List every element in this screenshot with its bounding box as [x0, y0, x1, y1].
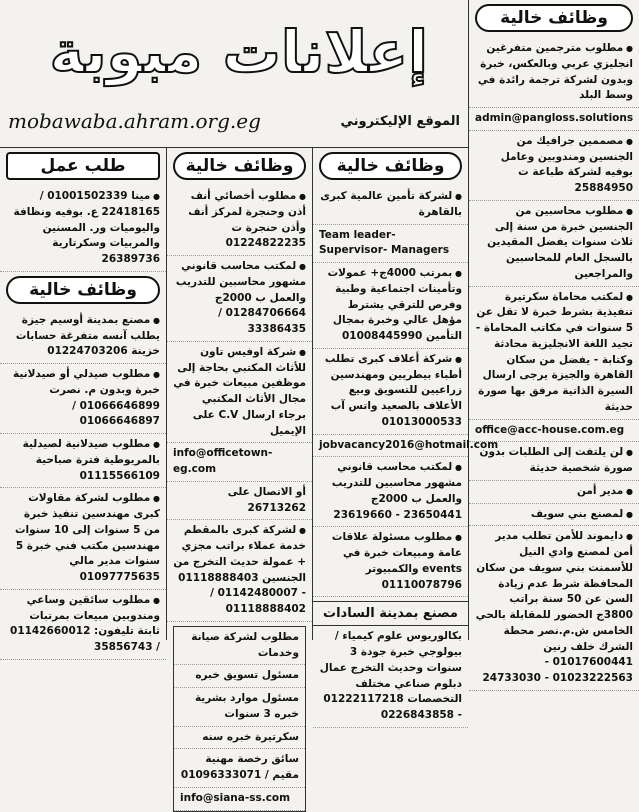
- ad-item: Team leader- Supervisor- Managers: [313, 225, 468, 264]
- ad-email[interactable]: jobvacancy2016@hotmail.com: [313, 435, 468, 458]
- ad-item: ● دايموند للأمن تطلب مدير أمن لمصنع وادي النيل للأسمنت بني سويف من سكان المحافظة شرط عدم زيادة السن عن 50 سنة براتب 3800ج الحضور للمقابلة بالحي الخامس ش.م.نصر محطة الشرك خلف رنين 01017600441 - 01023222563 - 24733030: [469, 526, 639, 691]
- ad-item: ● مطلوب مسئولة علاقات عامة ومبيعات خبرة في events والكمبيوتر 01110078796: [313, 527, 468, 597]
- ad-item: ● مطلوب صيدلانية لصيدلية بالمريوطية فترة صباحية 01115566109: [0, 434, 166, 488]
- column-jobs-1: [468, 0, 639, 684]
- box-title: مطلوب لشركة صيانة وخدمات: [174, 627, 305, 666]
- ad-email[interactable]: info@officetown-eg.com: [167, 443, 312, 482]
- website-bar: [0, 104, 468, 138]
- website-label: الموقع الإليكتروني: [340, 113, 460, 129]
- column-heading: وظائف خالية: [173, 152, 306, 180]
- ad-item: ● لن يلتفت إلى الطلبات بدون صورة شخصية حديثة: [469, 442, 639, 481]
- masthead: [0, 0, 468, 148]
- ad-item: سائق رخصة مهنية مقيم / 01096333071: [174, 749, 305, 788]
- ad-item: ● مطلوب أخصائي أنف أذن وحنجرة لمركز أنف وأذن حنجرة ت 01224822235: [167, 186, 312, 256]
- ad-item: ● لشركة كبرى بالمقطم خدمة عملاء براتب مجزي + عمولة حديث التخرج من الجنسين 01118888403 - 01142480007 / 01118888402: [167, 520, 312, 622]
- ad-item: مسئول تسويق خبره: [174, 665, 305, 688]
- boxed-ad: [173, 626, 306, 812]
- ad-item: ● مطلوب محاسبين من الجنسين خبرة من سنة إلى ثلاث سنوات يفضل المقيدين بالسجل العام للمحاسبين والمراجعين: [469, 201, 639, 287]
- ad-email[interactable]: info@siana-ss.com: [174, 788, 305, 811]
- column-heading: وظائف خالية: [6, 276, 160, 304]
- ad-item: ● لشركة تأمين عالمية كبرى بالقاهرة: [313, 186, 468, 225]
- ad-item: ● بمرتب 4000ج+ عمولات وتأمينات اجتماعية وطبية وفرص للترقي يشترط مؤهل عالي وخبرة بمجال التأمين 01008445990: [313, 263, 468, 349]
- ad-item: ● لمصنع بني سويف: [469, 504, 639, 527]
- ad-item: ● لمكتب محاسب قانوني مشهور محاسبين للتدريب والعمل ب 2000ج 23650441 - 23619660: [313, 457, 468, 527]
- ad-item: ● لمكتب محاماة سكرتيرة تنفيذية بشرط خبرة لا تقل عن 5 سنوات في مكاتب المحاماة - تجيد اللغة الانجليزية محادثة وكتابة - يفضل من سكان القاهرة والجيزة يرجى ارسال السيرة الذاتية مرفق بها صورة حديثة: [469, 287, 639, 420]
- ad-item: ● مطلوب سائقين وساعي ومندوبين مبيعات بمرتبات ثابتة تليفون: 01142660012 / 35856743: [0, 590, 166, 660]
- column-heading: وظائف خالية: [475, 4, 633, 32]
- column-heading: وظائف خالية: [319, 152, 462, 180]
- ad-item: ● مطلوب لشركة مقاولات كبرى مهندسين تنفيذ خبرة من 5 سنوات إلى 10 سنوات مهندسين مكتب فني خبرة 5 سنوات مدير مالي 01097775635: [0, 488, 166, 590]
- ad-email[interactable]: admin@pangloss.solutions: [469, 108, 639, 131]
- ad-email[interactable]: office@acc-house.com.eg: [469, 420, 639, 443]
- sub-heading: مصنع بمدينة السادات: [313, 601, 468, 626]
- ad-item: ● مطلوب مترجمين متفرغين انجليزي عربي وبالعكس، خبرة وبدون لشركة ترجمة رائدة في وسط البلد: [469, 38, 639, 108]
- ad-item: بكالوريوس علوم كيمياء / بيولوجي خبرة جودة 3 سنوات وحديث التخرج عمال دبلوم صناعي مختلف التخصصات 01222117218 - 0226843858: [313, 626, 468, 728]
- ad-item: ● مصنع بمدينة أوسيم جيزة يطلب آنسه متفرغة حسابات خزينة 01224703206: [0, 310, 166, 364]
- ad-item: أو الاتصال على 26713262: [167, 482, 312, 521]
- ad-subheading: ● مدير أمن: [469, 481, 639, 504]
- ad-item: ● مينا 01001502339 / 22418165 ع. بوفيه ونظافة واليوميات ور. المسنين والمربيات وسكرتارية 26389736: [0, 186, 166, 272]
- ad-item: ● لمكتب محاسب قانوني مشهور محاسبين للتدريب والعمل ب 2000ج 01284706664 / 33386435: [167, 256, 312, 342]
- website-url[interactable]: mobawaba.ahram.org.eg: [8, 109, 261, 133]
- masthead-title: إعلانات مبوبة: [49, 18, 428, 86]
- ad-item: سكرتيرة خبره سنه: [174, 727, 305, 750]
- ad-item: ● شركة أعلاف كبرى تطلب أطباء بيطريين ومهندسين زراعيين للتسويق وبيع الأعلاف بالصعيد واتس آب 01013000533: [313, 349, 468, 435]
- column-jobs-3: [166, 148, 312, 804]
- ad-item: مسئول موارد بشرية خبره 3 سنوات: [174, 688, 305, 727]
- column-jobs-4: [0, 148, 166, 653]
- ad-item: ● مطلوب صيدلي أو صيدلانية خبرة وبدون م. نصرت 01066646899 / 01066646897: [0, 364, 166, 434]
- column-heading-job-request: طلب عمل: [6, 152, 160, 180]
- ad-item: ● شركة اوفيس تاون للأثاث المكتبي بحاجة إلى موظفين مبيعات خبرة في مجال الأثاث المكتبي برجاء ارسال C.V على الإيميل: [167, 342, 312, 444]
- ad-item: ● مصممين جرافيك من الجنسين ومندوبين وعامل بوفيه لشركة طباعة ت 25884950: [469, 131, 639, 201]
- column-jobs-2: [312, 148, 499, 721]
